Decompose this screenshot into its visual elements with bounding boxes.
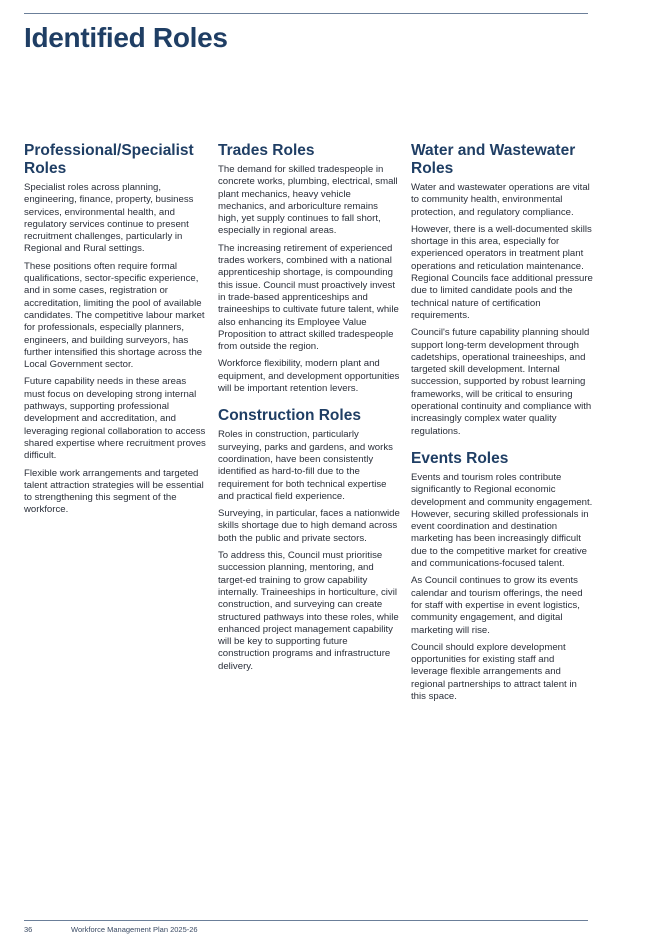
footer-rule bbox=[24, 920, 588, 921]
section-heading-professional: Professional/Specialist Roles bbox=[24, 142, 194, 177]
paragraph: Events and tourism roles contribute significantly to Regional economic development and community engagement. However, securing skilled professionals in event coordination and destination marketing has been increasingly difficult due to the competitive market for creative and communications-focused talent. bbox=[411, 471, 593, 570]
paragraph: The increasing retirement of experienced trades workers, combined with a national apprenticeship shortage, is compounding this issue. Council must proactively invest in trade-based apprenticeships and traineeships to cultivate future talent, while also enhancing its Employee Value Proposition to attract skilled tradespeople from outside the region. bbox=[218, 242, 399, 353]
paragraph: The demand for skilled tradespeople in concrete works, plumbing, electrical, small plant mechanics, heavy vehicle mechanics, and arboriculture remains high, yet supply continues to fall short, especially in regional areas. bbox=[218, 164, 398, 237]
column-1 bbox=[24, 142, 206, 522]
paragraph: Future capability needs in these areas must focus on developing strong internal pathways, supporting professional development and accreditation, and leveraging regional collaboration to access shared expertise where recruitment proves difficult. bbox=[24, 376, 206, 462]
paragraph: These positions often require formal qualifications, sector-specific experience, and in some cases, registration or accreditation, limiting the pool of available candidates. The competitive labour market for professionals, especially planners, engineers, and building surveyors, has further intensified this shortage across the Local Government sector. bbox=[24, 260, 205, 371]
section-heading-construction: Construction Roles bbox=[218, 407, 361, 425]
header-rule bbox=[24, 13, 588, 14]
paragraph: Council's future capability planning should support long-term development through cadetships, operational traineeships, and targeted skill development. Internal succession, supported by robust learning frameworks, will be critical to ensuring operational continuity and compliance with increasingly complex water quality regulations. bbox=[411, 327, 592, 437]
document-title: Workforce Management Plan 2025-26 bbox=[71, 925, 198, 934]
paragraph: Water and wastewater operations are vital to community health, environmental protection, and regulatory compliance. bbox=[411, 182, 590, 218]
paragraph: Roles in construction, particularly surveying, parks and gardens, and works coordination, have been consistently identified as hard-to-fill due to the requirement for both technical expertise and practical field experience. bbox=[218, 429, 393, 502]
page-title: Identified Roles bbox=[24, 22, 228, 53]
section-heading-water: Water and Wastewater Roles bbox=[411, 142, 576, 177]
paragraph: However, there is a well-documented skills shortage in this area, especially for experienced operators in treatment plant operations and reticulation maintenance. Regional Councils face additional pressure due to limited candidate pools and the technical nature of certification requirements. bbox=[411, 223, 593, 321]
paragraph: Workforce flexibility, modern plant and equipment, and development opportunities will be important retention levers. bbox=[218, 358, 400, 395]
paragraph: Surveying, in particular, faces a nationwide skills shortage due to high demand across both the public and private sectors. bbox=[218, 508, 400, 544]
section-heading-events: Events Roles bbox=[411, 449, 509, 467]
paragraph: Flexible work arrangements and targeted talent attraction strategies will be essential to strengthening this segment of the workforce. bbox=[24, 467, 204, 516]
paragraph: As Council continues to grow its events calendar and tourism offerings, the need for staff with expertise in event logistics, community engagement, and digital marketing will rise. bbox=[411, 575, 583, 636]
paragraph: Council should explore development opportunities for existing staff and leverage flexible arrangements and regional partnerships to attract talent in this space. bbox=[411, 641, 577, 702]
footer bbox=[24, 925, 198, 934]
column-2 bbox=[218, 142, 400, 678]
section-heading-trades: Trades Roles bbox=[218, 142, 315, 159]
column-3 bbox=[411, 142, 593, 708]
paragraph: Specialist roles across planning, engineering, finance, property, business services, environmental health, and regulatory services continue to present recruitment challenges, particularly in Regional and Rural settings. bbox=[24, 182, 194, 255]
paragraph: To address this, Council must prioritise succession planning, mentoring, and target-ed training to grow capability internally. Traineeships in horticulture, civil construction, and surveying can create structured pathways into these roles, while enhanced project management capability will be key to supporting future construction programs and infrastructure delivery. bbox=[218, 550, 399, 672]
page-number: 36 bbox=[24, 925, 33, 934]
